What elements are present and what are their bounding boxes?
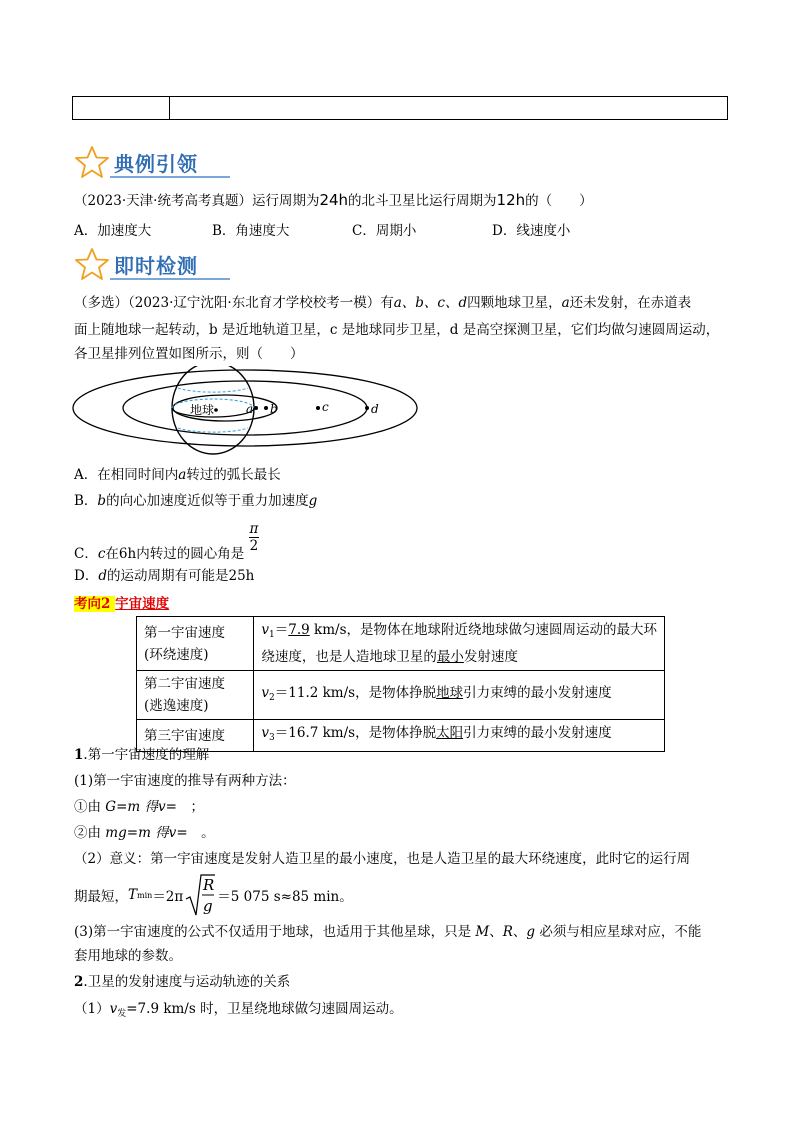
speed-name: 第一宇宙速度: [144, 624, 225, 641]
var-v: v: [261, 622, 270, 638]
note-text: ②由: [74, 825, 106, 841]
note-var: m: [138, 825, 151, 841]
star-icon: [74, 247, 110, 281]
heading-underline: [110, 278, 230, 280]
note-heading-1: [74, 745, 209, 765]
fraction-pi-over-2: [249, 521, 260, 554]
fraction-numerator: π: [249, 521, 259, 537]
earth-latitude: [178, 388, 248, 392]
note-p5: [74, 872, 353, 918]
question-2-line-3: 各卫星排列位置如图所示，则（ ）: [74, 346, 304, 362]
star-icon: [74, 145, 110, 179]
table-cell-desc: [254, 720, 665, 752]
note-var: M: [475, 924, 490, 940]
speed-name: 第三宇宙速度: [144, 727, 225, 744]
table-cell-desc: [254, 617, 665, 671]
q2-opt-text: C．: [74, 546, 98, 562]
note-var: v: [168, 825, 177, 841]
note-number: 1: [74, 747, 84, 763]
note-var: mg: [105, 825, 127, 841]
note-var: g: [526, 924, 536, 940]
label-c: c: [322, 400, 329, 414]
note-text: 、: [489, 924, 503, 940]
q2-opt-text: B．: [74, 493, 98, 509]
speed-desc: km/s，是物体在地球附近绕地球做匀速圆周运动的最大环: [309, 622, 657, 638]
section-heading-practice: [74, 246, 198, 282]
q1-option-b: B．角速度大: [212, 223, 290, 239]
q2-opt-var: c: [97, 546, 106, 562]
q2-option-c: [74, 521, 259, 563]
equals: ＝: [274, 622, 289, 638]
q1-stem-a: 运行周期为: [251, 193, 320, 209]
underlined-word: 地球: [436, 684, 464, 701]
note-text: 、: [512, 924, 527, 940]
question-1-stem: [74, 190, 593, 211]
note-p8: [74, 999, 403, 1024]
note-heading-text: .第一宇宙速度的理解: [83, 747, 210, 763]
earth-label: 地球: [190, 403, 215, 417]
earth-center-dot: [214, 408, 218, 412]
q2-option-a: [74, 465, 281, 485]
q1-stem-c: 的（ ）: [525, 193, 593, 209]
section-heading-examples: [74, 144, 198, 180]
q1-option-c: C．周期小: [352, 223, 417, 239]
var-v: v: [261, 725, 270, 741]
subscript: 发: [117, 1009, 127, 1019]
satellite-b-dot: [264, 406, 268, 410]
note-var: v: [109, 1001, 118, 1017]
q2-opt-text: 的运动周期有可能是25h: [106, 568, 255, 584]
q2-opt-var: g: [308, 493, 318, 509]
note-p3: [74, 823, 215, 843]
satellite-d-dot: [365, 406, 369, 410]
note-text: ①由: [74, 799, 106, 815]
note-text: 得: [140, 799, 159, 815]
sqrt-numerator: R: [203, 876, 215, 894]
note-text: =: [116, 799, 128, 815]
q2-opt-text: 在6h内转过的圆心角是: [105, 546, 245, 562]
q2-opt-var: b: [97, 493, 107, 509]
var-v: v: [261, 684, 270, 701]
note-text: 得: [150, 825, 169, 841]
section-heading-text: 典例引领: [114, 151, 198, 176]
note-text: = 。: [176, 825, 215, 841]
q2-option-b: [74, 491, 317, 511]
note-p1: (1)第一宇宙速度的推导有两种方法：: [74, 773, 296, 789]
heading-underline: [110, 176, 230, 178]
q2-opt-var: d: [98, 568, 107, 584]
q1-source: （2023·天津·统考高考真题）: [74, 193, 252, 209]
note-var: G: [105, 799, 117, 815]
note-text: ＝2π: [152, 889, 184, 905]
subscript: 2: [269, 692, 275, 703]
topic-tag-prefix: 考向2: [74, 596, 111, 612]
note-number: 2: [74, 974, 84, 990]
note-text: (3)第一宇宙速度的公式不仅适用于地球，也适用于其他星球，只是: [74, 924, 476, 940]
note-text: 期最短，: [74, 889, 128, 905]
note-var: T: [128, 887, 138, 903]
note-p7: 套用地球的参数。: [74, 948, 182, 964]
note-text: =7.9 km/s 时，卫星绕地球做匀速圆周运动。: [126, 1001, 403, 1017]
sqrt-denominator: g: [203, 897, 213, 915]
q2-text: 还未发射，在赤道表: [569, 295, 692, 311]
q2-opt-text: 的向心加速度近似等于重力加速度: [106, 493, 309, 509]
underlined-word: 太阳: [436, 725, 464, 741]
satellite-c-dot: [316, 406, 320, 410]
fraction-denominator: 2: [249, 538, 259, 554]
question-2-line-1: [74, 293, 691, 313]
sqrt-symbol: [185, 873, 215, 917]
q1-option-a: A．加速度大: [74, 223, 152, 239]
table-cell-name: [137, 617, 254, 671]
section-heading-text: 即时检测: [114, 253, 198, 278]
note-var: R: [502, 924, 513, 940]
table-row: [137, 671, 665, 720]
cosmic-speed-table: [136, 616, 665, 752]
label-b: b: [270, 402, 278, 416]
q2-text: 四颗地球卫星，: [467, 295, 562, 311]
note-heading-text: .卫星的发射速度与运动轨迹的关系: [83, 974, 291, 990]
note-text: = ；: [165, 799, 204, 815]
subscript: 1: [269, 630, 275, 640]
q2-sat-a: a: [561, 295, 570, 311]
note-p4: （2）意义：第一宇宙速度是发射人造卫星的最小速度，也是人造卫星的最大环绕速度，此时它的运行周: [74, 851, 691, 867]
satellite-a-dot: [254, 406, 258, 410]
label-d: d: [371, 402, 379, 416]
note-var: v: [158, 799, 166, 815]
q1-period-12h: 12h: [496, 191, 526, 209]
speed-alias: (逃逸速度): [144, 698, 209, 714]
subscript: min: [137, 890, 153, 900]
orbit-diagram: [70, 366, 420, 462]
q2-satellites: a、b、c、d: [393, 295, 468, 311]
speed-desc: 引力束缚的最小发射速度: [463, 684, 612, 701]
table-cell-name: [137, 671, 254, 720]
speed-value: 7.9: [288, 622, 310, 638]
note-text: ＝5 075 s≈85 min。: [217, 889, 353, 905]
q1-option-d: D．线速度小: [492, 223, 571, 239]
speed-desc: ＝16.7 km/s，是物体挣脱: [274, 725, 437, 741]
question-2-line-2: 面上随地球一起转动，b 是近地轨道卫星，c 是地球同步卫星，d 是高空探测卫星，它们均做匀速圆周运动，: [74, 322, 720, 338]
q1-stem-b: 的北斗卫星比运行周期为: [348, 193, 497, 209]
topic-tag: [74, 592, 169, 612]
q2-text: （多选）（2023·辽宁沈阳·东北育才学校校考一模）有: [74, 295, 394, 311]
q2-opt-text: D．: [74, 568, 99, 584]
speed-desc: 发射速度: [463, 649, 518, 665]
underlined-word: 最小: [436, 649, 464, 665]
table-row: [137, 617, 665, 671]
q2-option-d: [74, 566, 254, 586]
q1-period-24h: 24h: [319, 191, 349, 209]
note-text: =: [126, 825, 139, 841]
note-p2: [74, 797, 204, 817]
note-text: （1）: [74, 1001, 110, 1017]
speed-name: 第二宇宙速度: [144, 676, 225, 692]
speed-desc: ＝11.2 km/s，是物体挣脱: [274, 684, 437, 701]
label-a: a: [246, 402, 254, 416]
q2-opt-text: 转过的弧长最长: [186, 467, 281, 483]
speed-alias: (环绕速度): [144, 646, 209, 663]
table-cell-desc: [254, 671, 665, 720]
header-table-divider: [169, 97, 170, 119]
speed-desc: 绕速度，也是人造地球卫星的: [261, 649, 437, 665]
topic-tag-title: 宇宙速度: [115, 596, 170, 612]
q2-opt-var: a: [178, 467, 187, 483]
note-text: 必须与相应星球对应，不能: [535, 924, 702, 940]
note-heading-2: [74, 972, 290, 992]
note-p6: [74, 922, 701, 942]
table-row: [137, 720, 665, 752]
subscript: 3: [269, 733, 275, 743]
header-table: [72, 96, 728, 120]
note-var: m: [127, 799, 141, 815]
q2-opt-text: A．在相同时间内: [74, 467, 179, 483]
speed-desc: 引力束缚的最小发射速度: [463, 725, 612, 741]
